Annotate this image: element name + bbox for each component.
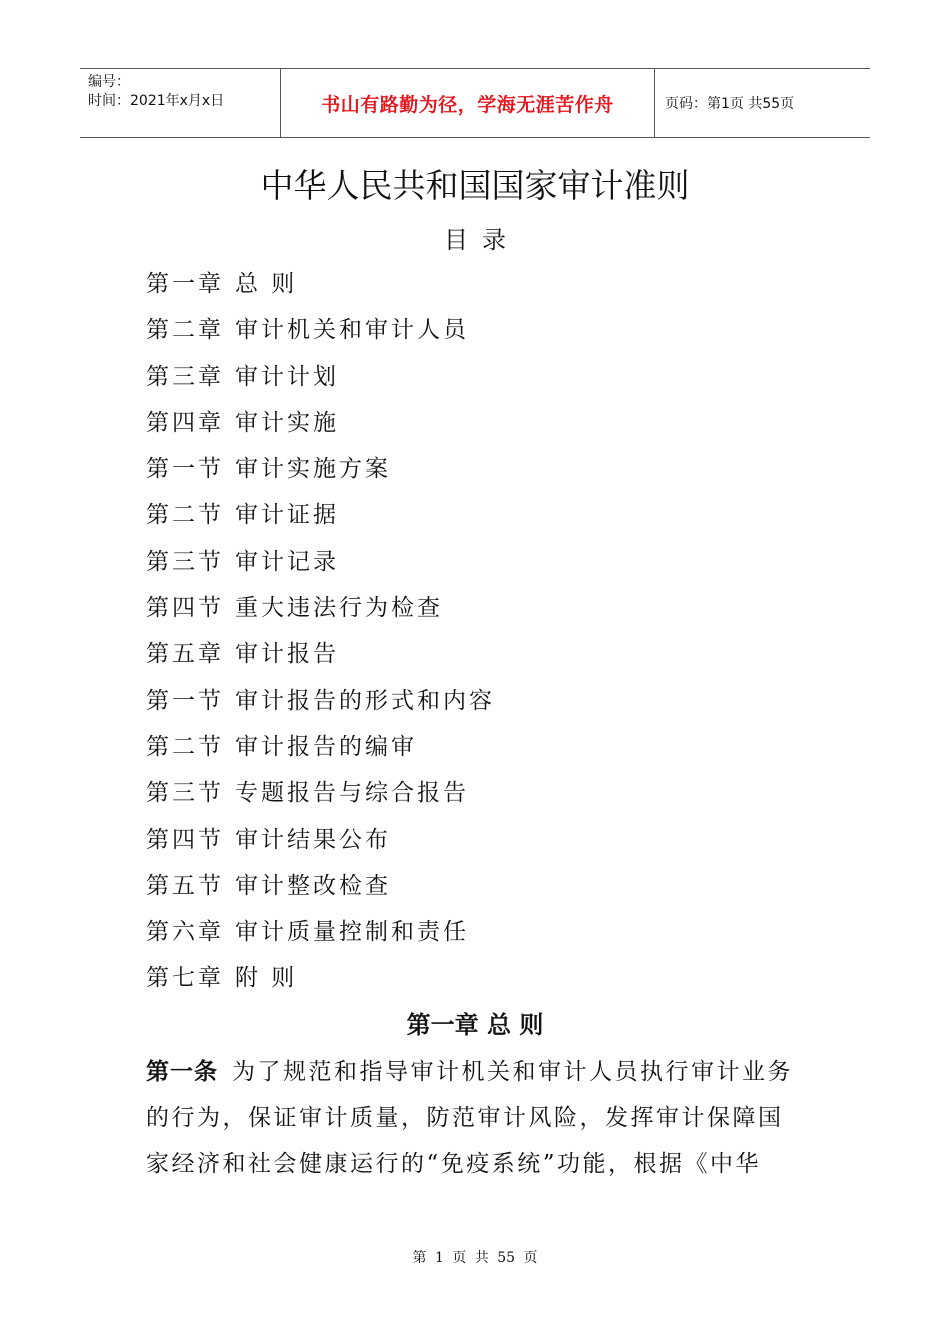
toc-item-number: 第五节 xyxy=(146,872,224,899)
toc-item-number: 第七章 xyxy=(146,965,224,992)
toc-item xyxy=(146,495,495,541)
toc-heading: 目录 xyxy=(444,226,520,254)
toc-item-label: 审计报告的形式和内容 xyxy=(235,687,495,714)
document-header xyxy=(80,68,870,138)
toc-item xyxy=(146,357,495,403)
toc-item-number: 第三节 xyxy=(146,548,224,575)
toc-item-label: 审计记录 xyxy=(235,548,339,575)
toc-item xyxy=(146,310,495,356)
toc-item xyxy=(146,264,495,310)
toc-item-label: 重大违法行为检查 xyxy=(235,595,443,622)
toc-item-label: 总 则 xyxy=(235,271,298,297)
toc-item-label: 审计报告的编审 xyxy=(235,733,417,760)
toc-item xyxy=(146,542,495,588)
toc-item-label: 附 则 xyxy=(235,965,298,992)
toc-item-number: 第四章 xyxy=(146,409,224,436)
toc-item-number: 第二节 xyxy=(146,502,224,529)
toc-item-number: 第二节 xyxy=(146,733,224,760)
article-label: 第一条 xyxy=(146,1059,218,1085)
toc-item-number: 第二章 xyxy=(146,317,224,344)
toc-item-number: 第三节 xyxy=(146,780,224,807)
toc-item-number: 第一章 xyxy=(146,271,224,297)
toc-item xyxy=(146,958,495,1004)
toc-item-number: 第四节 xyxy=(146,826,224,853)
toc-item xyxy=(146,449,495,495)
toc-item xyxy=(146,912,495,958)
toc-item-label: 审计实施方案 xyxy=(235,456,391,483)
header-meta-cell xyxy=(80,69,281,137)
page-footer: 第 1 页 共 55 页 xyxy=(412,1250,538,1266)
toc-item xyxy=(146,634,495,680)
toc-item-number: 第六章 xyxy=(146,919,224,946)
document-title: 中华人民共和国国家审计准则 xyxy=(260,166,690,205)
toc-item xyxy=(146,588,495,634)
toc-item-number: 第三章 xyxy=(146,363,224,390)
toc-item-label: 审计整改检查 xyxy=(235,872,391,899)
header-page-info: 页码：第1页 共55页 xyxy=(665,96,795,112)
toc-item-number: 第四节 xyxy=(146,595,224,622)
article-text: 为了规范和指导审计机关和审计人员执行审计业务的行为，保证审计质量，防范审计风险，发挥审计保障国家经济和社会健康运行的“免疫系统”功能，根据《中华 xyxy=(146,1059,793,1177)
toc-item-label: 审计机关和审计人员 xyxy=(235,317,469,344)
toc-item-label: 审计计划 xyxy=(235,363,339,390)
toc-item-label: 审计质量控制和责任 xyxy=(235,919,469,946)
header-motto: 书山有路勤为径，学海无涯苦作舟 xyxy=(281,69,655,137)
chapter-heading: 第一章 总 则 xyxy=(406,1011,544,1039)
toc-item-label: 专题报告与综合报告 xyxy=(235,780,469,807)
toc-item-number: 第一节 xyxy=(146,687,224,714)
toc-item-number: 第一节 xyxy=(146,456,224,483)
toc-item-label: 审计报告 xyxy=(235,641,339,668)
toc-item-label: 审计结果公布 xyxy=(235,826,391,853)
table-of-contents xyxy=(146,264,495,1005)
article-paragraph xyxy=(146,1049,806,1187)
toc-item-number: 第五章 xyxy=(146,641,224,668)
time-label: 时间：2021年x月x日 xyxy=(88,93,225,109)
toc-item xyxy=(146,681,495,727)
toc-item xyxy=(146,866,495,912)
toc-item xyxy=(146,773,495,819)
toc-item xyxy=(146,820,495,866)
toc-item xyxy=(146,403,495,449)
toc-item-label: 审计证据 xyxy=(235,502,339,529)
toc-item-label: 审计实施 xyxy=(235,409,339,436)
toc-item xyxy=(146,727,495,773)
number-label: 编号： xyxy=(88,74,130,90)
